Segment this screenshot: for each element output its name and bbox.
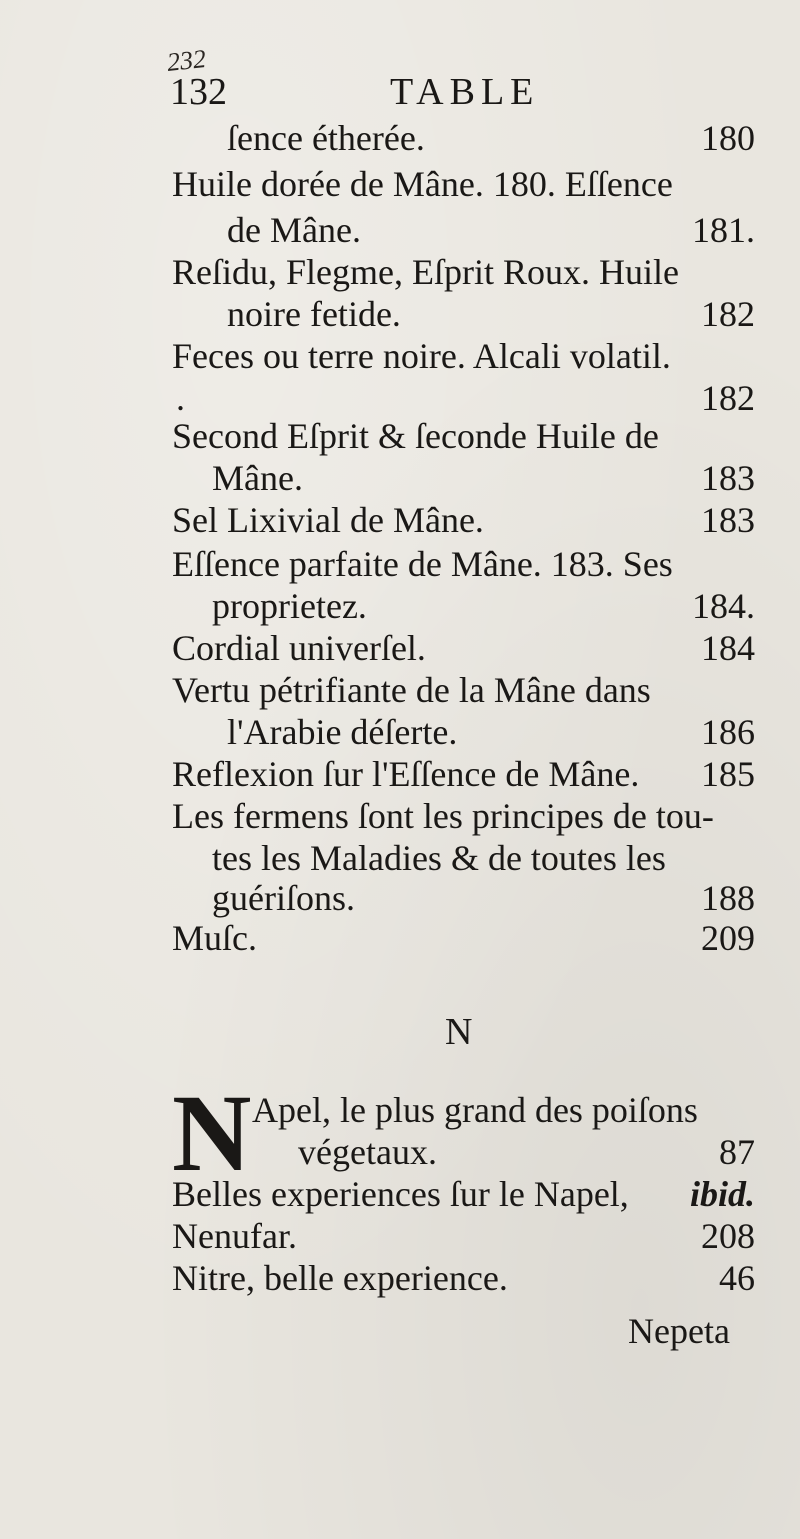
- entry-text: Cordial univerſel.: [172, 628, 426, 668]
- index-line: [0, 710, 800, 754]
- entry-text: tes les Maladies & de toutes les: [212, 838, 666, 878]
- index-line: [0, 456, 800, 500]
- index-line: [0, 414, 800, 458]
- entry-page: 184: [701, 628, 755, 668]
- handwritten-page-number: 232: [165, 44, 208, 77]
- index-line: [0, 1088, 800, 1132]
- printed-page-number: 132: [170, 71, 227, 113]
- index-line: [0, 1214, 800, 1258]
- entry-page: 182: [701, 294, 755, 334]
- index-line: [0, 584, 800, 628]
- entry-page: 184.: [692, 586, 755, 626]
- entry-text: Muſc.: [172, 918, 257, 958]
- entry-text: Nenufar.: [172, 1216, 297, 1256]
- entry-text: végetaux.: [298, 1132, 437, 1172]
- entry-text: de Mâne.: [227, 210, 361, 250]
- entry-page: 183: [701, 458, 755, 498]
- entry-text: Vertu pétrifiante de la Mâne dans: [172, 670, 651, 710]
- entry-text: Feces ou terre noire. Alcali volatil.: [172, 336, 671, 376]
- index-line: [0, 1172, 800, 1216]
- entry-text: ſence étherée.: [227, 118, 425, 158]
- entry-page: 183: [701, 500, 755, 540]
- index-line: [0, 334, 800, 378]
- entry-page: 209: [701, 918, 755, 958]
- entry-page: 180: [701, 118, 755, 158]
- index-line: [0, 836, 800, 880]
- index-line: [0, 794, 800, 838]
- entry-text: l'Arabie déſerte.: [227, 712, 458, 752]
- entry-page: 208: [701, 1216, 755, 1256]
- index-line: [0, 162, 800, 206]
- entry-text: Sel Lixivial de Mâne.: [172, 500, 484, 540]
- index-line: [0, 498, 800, 542]
- running-head: TABLE: [390, 71, 540, 113]
- entry-text: guériſons.: [212, 878, 355, 918]
- drop-cap-initial: N: [172, 1072, 252, 1194]
- entry-text: .: [176, 378, 185, 418]
- entry-text: Belles experiences ſur le Napel,: [172, 1174, 629, 1214]
- entry-text: Second Eſprit & ſeconde Huile de: [172, 416, 659, 456]
- entry-page: 185: [701, 754, 755, 794]
- index-line: [0, 916, 800, 960]
- index-line: [0, 116, 800, 160]
- index-line: [0, 752, 800, 796]
- entry-page: 186: [701, 712, 755, 752]
- index-line: [0, 876, 800, 920]
- index-line: [0, 292, 800, 336]
- index-line: [0, 542, 800, 586]
- entry-page: 46: [719, 1258, 755, 1298]
- index-line: [0, 668, 800, 712]
- entry-page: ibid.: [689, 1174, 755, 1214]
- entry-page: 188: [701, 878, 755, 918]
- entry-page: 181.: [692, 210, 755, 250]
- index-line: [0, 1256, 800, 1300]
- entry-page: 182: [701, 378, 755, 418]
- index-line: [0, 626, 800, 670]
- entry-text: Reſidu, Flegme, Eſprit Roux. Huile: [172, 252, 679, 292]
- index-line: [0, 250, 800, 294]
- entry-text: Huile dorée de Mâne. 180. Eſſence: [172, 164, 673, 204]
- entry-text: proprietez.: [212, 586, 367, 626]
- catchword: Nepeta: [628, 1311, 730, 1351]
- entry-text: Eſſence parfaite de Mâne. 183. Ses: [172, 544, 673, 584]
- entry-text: Nitre, belle experience.: [172, 1258, 508, 1298]
- entry-text: Apel, le plus grand des poiſons: [252, 1090, 698, 1130]
- entry-text: Reflexion ſur l'Eſſence de Mâne.: [172, 754, 640, 794]
- section-letter: N: [445, 1011, 473, 1053]
- index-line: [0, 1130, 800, 1174]
- entry-page: 87: [719, 1132, 755, 1172]
- entry-text: noire fetide.: [227, 294, 401, 334]
- entry-text: Mâne.: [212, 458, 303, 498]
- index-line: [0, 208, 800, 252]
- entry-text: Les fermens ſont les principes de tou-: [172, 796, 714, 836]
